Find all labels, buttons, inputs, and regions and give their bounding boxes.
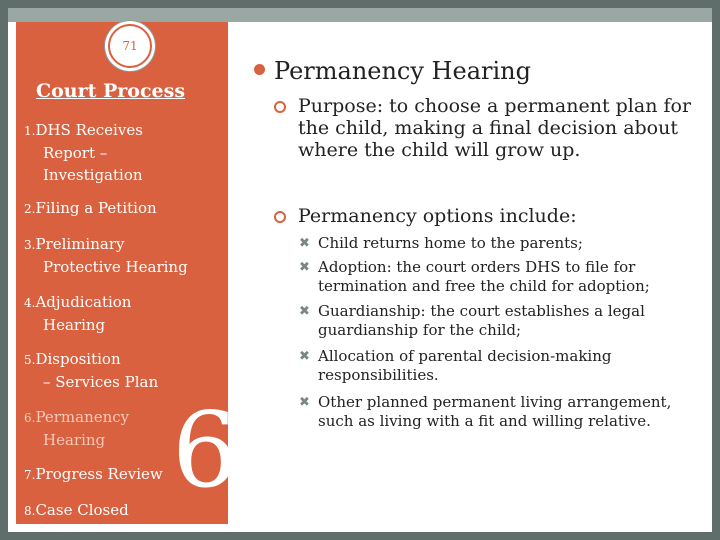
x-bullet-icon: ✖ — [299, 395, 310, 410]
sidebar-title: Court Process — [36, 80, 186, 102]
step-7: 7.Progress Review — [24, 465, 163, 483]
ring-bullet-icon — [274, 101, 286, 113]
step-3: 3.Preliminary Protective Hearing — [24, 235, 188, 276]
step-2: 2.Filing a Petition — [24, 199, 157, 217]
step-1: 1.DHS Receives Report – Investigation — [24, 121, 143, 184]
purpose-text: Purpose: to choose a permanent plan for the child, making a final decision about where the child will grow up. — [298, 95, 692, 161]
option-item: ✖ Guardianship: the court establishes a legal guardianship for the child; — [299, 302, 645, 339]
step-5: 5.Disposition – Services Plan — [24, 350, 159, 391]
top-band — [8, 8, 712, 22]
bullet-dot-icon — [254, 64, 265, 75]
step-8: 8.Case Closed — [24, 501, 129, 519]
sidebar — [16, 22, 239, 524]
x-bullet-icon: ✖ — [299, 349, 310, 364]
option-item: ✖ Other planned permanent living arrangement, such as living with a fit and willing relative. — [299, 393, 672, 430]
slide-number: 71 — [108, 24, 152, 68]
options-heading: Permanency options include: — [298, 205, 577, 227]
step-6-current: 6.Permanency Hearing — [24, 408, 130, 449]
option-item: ✖ Allocation of parental decision-making responsibilities. — [299, 347, 612, 384]
option-item: ✖ Child returns home to the parents; — [299, 234, 583, 252]
x-bullet-icon: ✖ — [299, 304, 310, 319]
step-4: 4.Adjudication Hearing — [24, 293, 132, 334]
section-heading: Permanency Hearing — [274, 57, 531, 85]
ring-bullet-icon — [274, 211, 286, 223]
option-item: ✖ Adoption: the court orders DHS to file for termination and free the child for adoption; — [299, 258, 650, 295]
x-bullet-icon: ✖ — [299, 236, 310, 251]
current-step-number: 6 — [172, 389, 239, 511]
x-bullet-icon: ✖ — [299, 260, 310, 275]
